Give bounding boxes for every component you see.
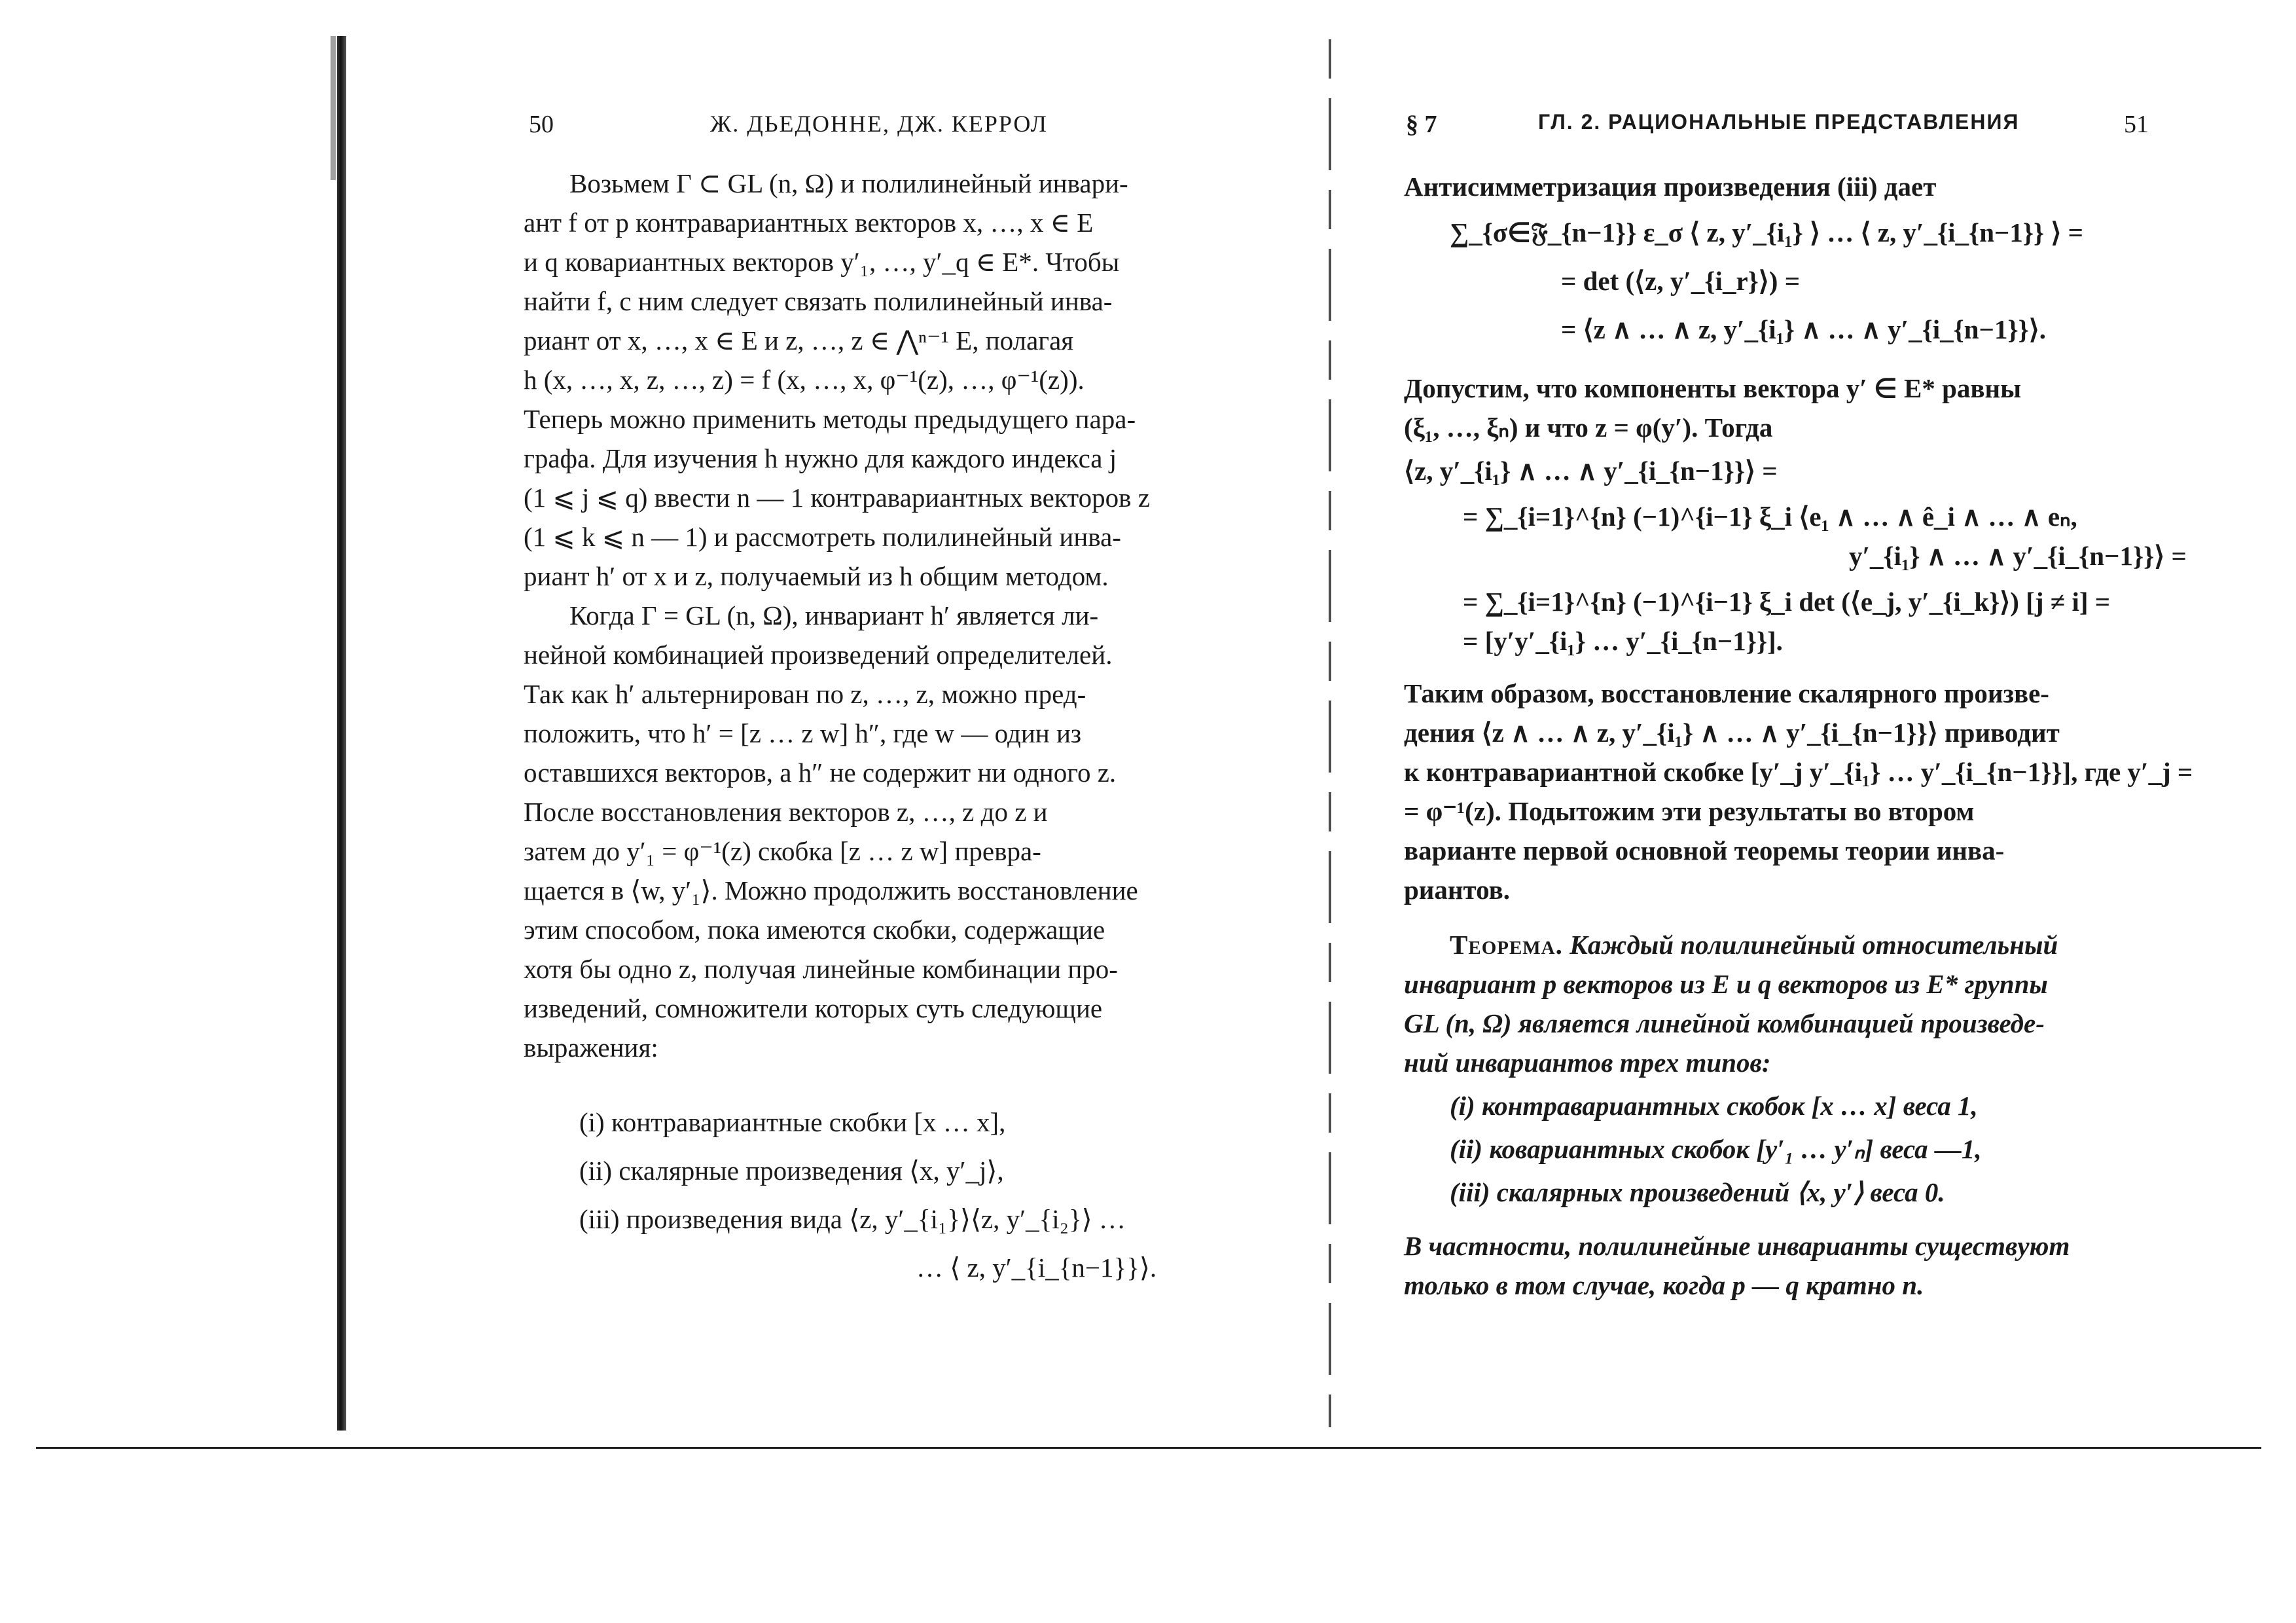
- page-gutter: [1329, 39, 1331, 1427]
- formula-line: = ⟨z ∧ … ∧ z, y′_{i₁} ∧ … ∧ y′_{i_{n−1}}⟩.: [1561, 314, 2047, 344]
- theorem-label: Теорема.: [1450, 930, 1563, 960]
- text-line: этим способом, пока имеются скобки, содержащие: [524, 915, 1105, 945]
- text-line: После восстановления векторов z, …, z до z и: [524, 797, 1048, 827]
- text-line: (ξ₁, …, ξₙ) и что z = φ(y′). Тогда: [1404, 412, 1773, 443]
- text-line: дения ⟨z ∧ … ∧ z, y′_{i₁} ∧ … ∧ y′_{i_{n−1}}⟩ приводит: [1404, 718, 2060, 748]
- theorem-list-item: (i) контравариантных скобок [x … x] веса 1,: [1450, 1091, 1978, 1121]
- binding-shadow: [331, 36, 336, 180]
- text-line: ант f от p контравариантных векторов x, …, x ∈ E: [524, 208, 1094, 238]
- text-line: Допустим, что компоненты вектора y′ ∈ E* равны: [1404, 373, 2022, 403]
- formula-line: ⟨z, y′_{i₁} ∧ … ∧ y′_{i_{n−1}}⟩ =: [1404, 456, 1778, 486]
- text-line: изведений, сомножители которых суть следующие: [524, 993, 1103, 1023]
- list-item: (ii) скалярные произведения ⟨x, y′_j⟩,: [579, 1156, 1004, 1186]
- formula-line: = ∑_{i=1}^{n} (−1)^{i−1} ξ_i det (⟨e_j, y′_{i_k}⟩) [j ≠ i] =: [1463, 587, 2111, 617]
- theorem-list-item: (ii) ковариантных скобок [y′₁ … y′ₙ] веса —1,: [1450, 1134, 1982, 1164]
- text-line: положить, что h′ = [z … z w] h″, где w — один из: [524, 718, 1082, 748]
- theorem-first-line: [1404, 925, 2144, 964]
- book-spine-edge: [337, 36, 346, 1431]
- text-line: (1 ⩽ k ⩽ n — 1) и рассмотреть полилинейный инва-: [524, 522, 1121, 552]
- text-line: Теперь можно применить методы предыдущего пара-: [524, 404, 1136, 434]
- scan-bottom-edge: [36, 1447, 2261, 1449]
- text-line: риантов.: [1404, 875, 1511, 905]
- left-running-head: Ж. ДЬЕДОННЕ, ДЖ. КЕРРОЛ: [710, 111, 1048, 137]
- text-line: найти f, с ним следует связать полилинейный инва-: [524, 286, 1113, 316]
- text-line: варианте первой основной теоремы теории инва-: [1404, 835, 2005, 866]
- formula-line: y′_{i₁} ∧ … ∧ y′_{i_{n−1}}⟩ =: [1849, 541, 2187, 571]
- text-line: Антисимметризация произведения (iii) дает: [1404, 172, 1937, 202]
- text-line: нейной комбинацией произведений определителей.: [524, 640, 1113, 670]
- formula-block-1: [1404, 213, 2144, 349]
- theorem-text: Каждый полилинейный относительный: [1570, 930, 2058, 960]
- right-running-head: ГЛ. 2. РАЦИОНАЛЬНЫЕ ПРЕДСТАВЛЕНИЯ: [1538, 110, 2020, 134]
- text-line: h (x, …, x, z, …, z) = f (x, …, x, φ⁻¹(z), …, φ⁻¹(z)).: [524, 365, 1085, 395]
- text-line: Таким образом, восстановление скалярного произве-: [1404, 678, 2049, 708]
- right-page-body: [1404, 167, 2193, 1305]
- text-line: к контравариантной скобке [y′_j y′_{i₁} … y′_{i_{n−1}}], где y′_j =: [1404, 757, 2193, 787]
- text-line: затем до y′₁ = φ⁻¹(z) скобка [z … z w] превра-: [524, 836, 1041, 866]
- text-line: и q ковариантных векторов y′₁, …, y′_q ∈ E*. Чтобы: [524, 247, 1120, 277]
- theorem-line: инвариант p векторов из E и q векторов из E* группы: [1404, 969, 2048, 999]
- text-line: риант от x, …, x ∈ E и z, …, z ∈ ⋀ⁿ⁻¹ E, полагая: [524, 325, 1074, 356]
- text-line: хотя бы одно z, получая линейные комбинации про-: [524, 954, 1118, 984]
- theorem-line: GL (n, Ω) является линейной комбинацией произведе-: [1404, 1008, 2045, 1038]
- formula-line: = det (⟨z, y′_{i_r}⟩) =: [1561, 266, 1801, 296]
- text-line: Так как h′ альтернирован по z, …, z, можно пред-: [524, 679, 1086, 709]
- theorem-list-item: (iii) скалярных произведений ⟨x, y′⟩ веса 0.: [1450, 1177, 1945, 1207]
- list-item: … ⟨ z, y′_{i_{n−1}}⟩.: [916, 1252, 1157, 1283]
- closing-line: В частности, полилинейные инварианты существуют: [1404, 1231, 2070, 1261]
- left-page-body: [524, 164, 1270, 1296]
- text-line: графа. Для изучения h нужно для каждого индекса j: [524, 443, 1117, 473]
- text-line: Когда Γ = GL (n, Ω), инвариант h′ является ли-: [569, 600, 1099, 630]
- right-page-number: 51: [2124, 111, 2149, 138]
- theorem-line: ний инвариантов трех типов:: [1404, 1048, 1771, 1078]
- formula-line: = [y′y′_{i₁} … y′_{i_{n−1}}].: [1463, 626, 1783, 656]
- formula-block-2: [1404, 451, 2187, 661]
- formula-line: = ∑_{i=1}^{n} (−1)^{i−1} ξ_i ⟨e₁ ∧ … ∧ ê_i ∧ … ∧ eₙ,: [1463, 501, 2077, 532]
- list-item: (iii) произведения вида ⟨z, y′_{i₁}⟩⟨z, y′_{i₂}⟩ …: [579, 1204, 1126, 1234]
- closing-line: только в том случае, когда p — q кратно n.: [1404, 1270, 1924, 1300]
- text-line: щается в ⟨w, y′₁⟩. Можно продолжить восстановление: [524, 875, 1138, 905]
- list-item: (i) контравариантные скобки [x … x],: [579, 1107, 1006, 1137]
- text-line: (1 ⩽ j ⩽ q) ввести n — 1 контравариантных векторов z: [524, 483, 1150, 513]
- left-page-number: 50: [529, 111, 554, 138]
- text-line: оставшихся векторов, а h″ не содержит ни одного z.: [524, 757, 1117, 788]
- text-line: выражения:: [524, 1032, 658, 1063]
- section-mark: § 7: [1406, 111, 1437, 138]
- formula-line: ∑_{σ∈𝔉_{n−1}} ε_σ ⟨ z, y′_{i₁} ⟩ … ⟨ z, y′_{i_{n−1}} ⟩ =: [1450, 217, 2084, 247]
- text-line: = φ⁻¹(z). Подытожим эти результаты во втором: [1404, 796, 1975, 826]
- text-line: Возьмем Γ ⊂ GL (n, Ω) и полилинейный инвари-: [569, 168, 1128, 198]
- text-line: риант h′ от x и z, получаемый из h общим методом.: [524, 561, 1109, 591]
